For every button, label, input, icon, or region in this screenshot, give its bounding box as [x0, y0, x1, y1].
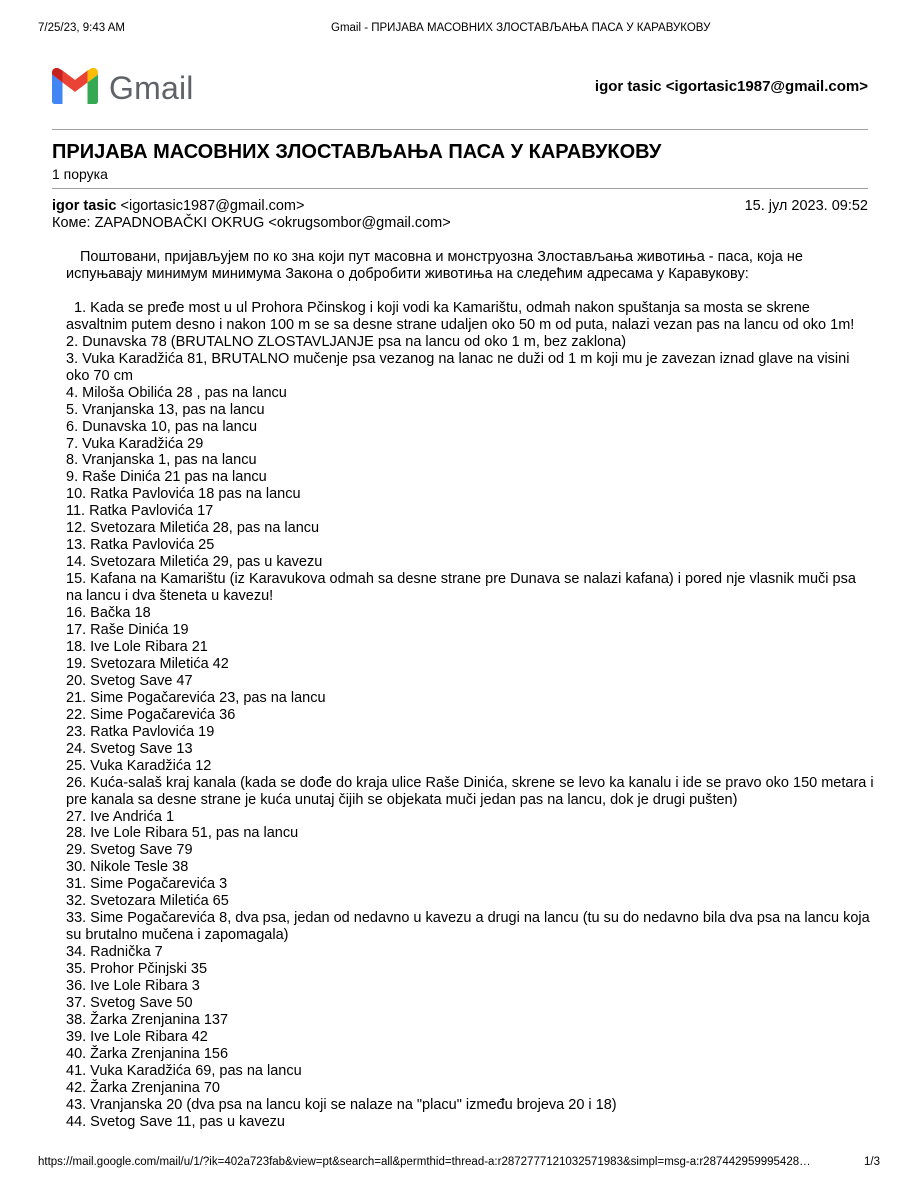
message-from — [52, 198, 868, 215]
list-item: 14. Svetozara Miletića 29, pas u kavezu — [66, 554, 323, 571]
header-row — [52, 62, 868, 110]
to-label: Коме: — [52, 215, 91, 231]
list-item: 2. Dunavska 78 (BRUTALNO ZLOSTAVLJANJE psa na lancu od oko 1 m, bez zaklona) — [66, 333, 627, 350]
list-item: 29. Svetog Save 79 — [66, 842, 193, 859]
message-body — [66, 249, 874, 1131]
print-title: Gmail - ПРИЈАВА МАСОВНИХ ЗЛОСТАВЉАЊА ПАСА У КАРАВУКОВУ — [331, 22, 711, 34]
list-item: 1. Kada se pređe most u ul Prohora Pčinskog i koji vodi ka Kamarištu, odmah nakon spuštanja sa mosta se skrene asvaltnim putem desno i nakon 100 m se sa desne strane udaljen oko 50 m od puta, nalazi vezan pas na lancu od oko 1m! — [66, 299, 855, 333]
header-divider — [52, 129, 868, 130]
list-item: 7. Vuka Karadžića 29 — [66, 435, 204, 452]
list-item: 38. Žarka Zrenjanina 137 — [66, 1011, 229, 1028]
list-item: 26. Kuća-salaš kraj kanala (kada se dođe do kraja ulice Raše Dinića, skrene se levo ka kanalu i ide se pravo oko 150 metara i pre kanala sa desne strane je kuća unutaj čijih se objekata muči jedan pas na lancu, dok je drugi pušten) — [66, 774, 874, 808]
list-item: 8. Vranjanska 1, pas na lancu — [66, 452, 257, 469]
list-item: 39. Ive Lole Ribara 42 — [66, 1028, 208, 1045]
print-date: 7/25/23, 9:43 AM — [38, 22, 125, 34]
list-item: 5. Vranjanska 13, pas na lancu — [66, 401, 265, 418]
message-to — [52, 215, 868, 232]
list-item: 41. Vuka Karadžića 69, pas na lancu — [66, 1062, 302, 1079]
list-item: 23. Ratka Pavlovića 19 — [66, 723, 215, 740]
list-item: 15. Kafana na Kamarištu (iz Karavukova odmah sa desne strane pre Dunava se nalazi kafana) i pored nje vlasnik muči psa na lancu i dva šteneta u kavezu! — [66, 571, 856, 605]
list-item: 34. Radnička 7 — [66, 944, 163, 961]
print-footer — [38, 1154, 880, 1170]
list-item: 28. Ive Lole Ribara 51, pas na lancu — [66, 825, 299, 842]
list-item: 18. Ive Lole Ribara 21 — [66, 638, 208, 655]
list-item: 25. Vuka Karadžića 12 — [66, 757, 212, 774]
list-item: 11. Ratka Pavlovića 17 — [66, 503, 214, 520]
list-item: 37. Svetog Save 50 — [66, 994, 193, 1011]
print-header — [38, 20, 880, 36]
list-item: 22. Sime Pogačarevića 36 — [66, 706, 236, 723]
message-divider — [52, 188, 868, 189]
list-item: 20. Svetog Save 47 — [66, 672, 193, 689]
list-item: 3. Vuka Karadžića 81, BRUTALNO mučenje psa vezanog na lanac ne duži od 1 m koji mu je zavezan iznad glave na visini oko 70 cm — [66, 350, 850, 384]
list-item: 43. Vranjanska 20 (dva psa na lancu koji se nalaze na "placu" između brojeva 20 i 18) — [66, 1096, 617, 1113]
sender-name: igor tasic — [52, 198, 117, 214]
thread-subject: ПРИЈАВА МАСОВНИХ ЗЛОСТАВЉАЊА ПАСА У КАРАВУКОВУ — [52, 141, 662, 163]
list-item: 9. Raše Dinića 21 pas na lancu — [66, 469, 267, 486]
list-item: 13. Ratka Pavlovića 25 — [66, 537, 215, 554]
gmail-wordmark: Gmail — [109, 70, 194, 106]
list-item: 6. Dunavska 10, pas na lancu — [66, 418, 258, 435]
list-item: 21. Sime Pogačarevića 23, pas na lancu — [66, 689, 326, 706]
list-item: 33. Sime Pogačarevića 8, dva psa, jedan od nedavno u kavezu a drugi na lancu (tu su do nedavno bila dva psa na lancu koja su brutalno mučena i zapomagala) — [66, 910, 870, 944]
list-item: 35. Prohor Pčinjski 35 — [66, 961, 208, 978]
list-item: 27. Ive Andrića 1 — [66, 808, 175, 825]
recipient[interactable]: ZAPADNOBAČKI OKRUG <okrugsombor@gmail.com> — [94, 215, 451, 231]
message-intro: Поштовани, пријављујем по ко зна који пут масовна и монструозна Злостављања животиња - паса, која не испуњавају минимум минимума Закона о добробити животиња на следећим адресама у Каравукову: — [66, 249, 803, 282]
message-count: 1 порука — [52, 166, 108, 182]
list-item: 4. Miloša Obilića 28 , pas na lancu — [66, 384, 287, 401]
message-timestamp: 15. јул 2023. 09:52 — [744, 198, 868, 214]
gmail-logo[interactable] — [52, 68, 192, 108]
list-item: 36. Ive Lole Ribara 3 — [66, 978, 200, 995]
list-item: 42. Žarka Zrenjanina 70 — [66, 1079, 220, 1096]
paragraph-spacer — [66, 283, 874, 300]
list-item: 10. Ratka Pavlovića 18 pas na lancu — [66, 486, 301, 503]
list-item: 19. Svetozara Miletića 42 — [66, 655, 229, 672]
page-number: 1/3 — [864, 1156, 880, 1168]
list-item: 30. Nikole Tesle 38 — [66, 859, 189, 876]
list-item: 31. Sime Pogačarevića 3 — [66, 876, 228, 893]
list-item: 40. Žarka Zrenjanina 156 — [66, 1045, 229, 1062]
address-list — [66, 300, 874, 1131]
gmail-m-icon — [52, 68, 98, 104]
sender-email[interactable]: <igortasic1987@gmail.com> — [120, 198, 305, 214]
account-identity: igor tasic <igortasic1987@gmail.com> — [594, 78, 868, 95]
list-item: 24. Svetog Save 13 — [66, 740, 193, 757]
list-item: 44. Svetog Save 11, pas u kavezu — [66, 1113, 285, 1130]
list-item: 16. Bačka 18 — [66, 605, 151, 622]
list-item: 32. Svetozara Miletića 65 — [66, 893, 229, 910]
print-url: https://mail.google.com/mail/u/1/?ik=402a723fab&view=pt&search=all&permthid=thread-a:r2872777121032571983&simpl=msg-a:r287442959995428… — [38, 1156, 811, 1168]
list-item: 12. Svetozara Miletića 28, pas na lancu — [66, 520, 320, 537]
list-item: 17. Raše Dinića 19 — [66, 622, 189, 639]
